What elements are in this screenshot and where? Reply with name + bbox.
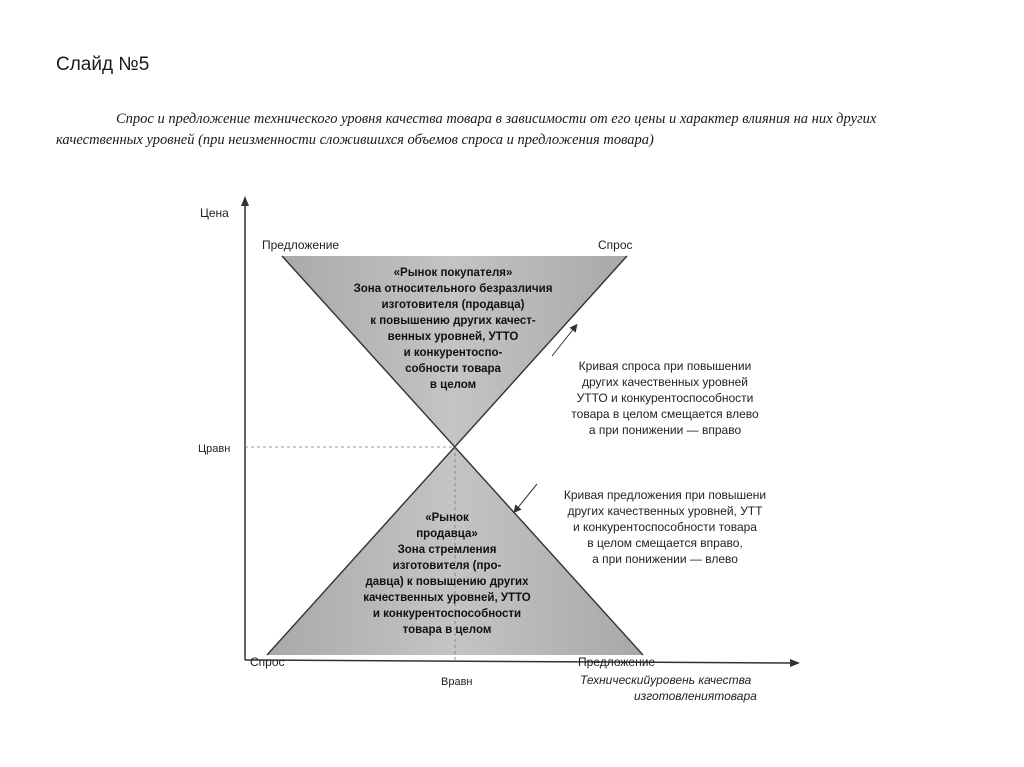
svg-text:и конкурентоспо-: и конкурентоспо- bbox=[403, 347, 503, 359]
slide-title: Слайд №5 bbox=[56, 54, 150, 75]
top-left-supply-label: Предложение bbox=[262, 238, 340, 252]
svg-text:УТТО и конкурентоспособности: УТТО и конкурентоспособности bbox=[576, 391, 754, 405]
svg-text:венных уровней, УТТО: венных уровней, УТТО bbox=[387, 331, 519, 343]
bottom-left-demand-label: Спрос bbox=[250, 655, 285, 669]
svg-text:изготовителя (про-: изготовителя (про- bbox=[392, 560, 502, 572]
svg-text:других качественных уровней: других качественных уровней bbox=[581, 375, 749, 389]
svg-text:товара в целом: товара в целом bbox=[402, 624, 492, 636]
x-axis-arrow-icon bbox=[790, 659, 800, 667]
y-axis-arrow-icon bbox=[241, 196, 249, 206]
x-axis-label-line1: Техническийуровень качества bbox=[580, 673, 752, 687]
svg-text:изготовителя (продавца): изготовителя (продавца) bbox=[381, 299, 525, 311]
svg-text:к повышению других качест-: к повышению других качест- bbox=[370, 315, 536, 327]
svg-text:«Рынок покупателя»: «Рынок покупателя» bbox=[393, 267, 513, 279]
demand-shift-note bbox=[571, 359, 759, 437]
svg-text:товара в целом смещается влево: товара в целом смещается влево bbox=[571, 407, 759, 421]
x-axis-label-line2: изготовлениятовара bbox=[634, 689, 757, 703]
svg-text:а при понижении — вправо: а при понижении — вправо bbox=[588, 423, 742, 437]
supply-callout-arrow bbox=[516, 484, 537, 510]
svg-text:а при понижении — влево: а при понижении — влево bbox=[592, 552, 738, 566]
svg-text:Кривая спроса при повышении: Кривая спроса при повышении bbox=[578, 359, 752, 373]
price-eq-label: Цравн bbox=[198, 443, 231, 455]
svg-text:и конкурентоспособности товара: и конкурентоспособности товара bbox=[573, 520, 757, 534]
svg-text:продавца»: продавца» bbox=[416, 528, 478, 540]
svg-text:Зона стремления: Зона стремления bbox=[397, 544, 497, 556]
level-eq-label: Вравн bbox=[441, 676, 473, 688]
slide-subtitle: Спрос и предложение технического уровня качества товара в зависимости от его цены и характер влияния на них других качественных уровней (при неизменности сложившихся объемов спроса и предложения товара) bbox=[56, 111, 877, 148]
svg-text:других качественных уровней, У: других качественных уровней, УТТ bbox=[567, 504, 763, 518]
svg-text:качественных уровней, УТТО: качественных уровней, УТТО bbox=[363, 592, 531, 604]
x-axis bbox=[245, 660, 793, 663]
svg-text:в целом: в целом bbox=[429, 379, 477, 391]
svg-text:Кривая предложения при повышен: Кривая предложения при повышени bbox=[563, 488, 767, 502]
svg-text:и конкурентоспособности: и конкурентоспособности bbox=[372, 608, 522, 620]
svg-text:в целом смещается вправо,: в целом смещается вправо, bbox=[587, 536, 743, 550]
svg-text:давца) к повышению других: давца) к повышению других bbox=[365, 576, 529, 588]
top-right-demand-label: Спрос bbox=[598, 238, 633, 252]
svg-text:«Рынок: «Рынок bbox=[425, 512, 469, 524]
supply-shift-note bbox=[564, 488, 766, 566]
y-axis-label: Цена bbox=[200, 206, 229, 220]
bottom-right-supply-label: Предложение bbox=[578, 655, 656, 669]
svg-text:собности товара: собности товара bbox=[405, 363, 501, 375]
svg-text:Зона относительного безразличи: Зона относительного безразличия bbox=[353, 283, 553, 295]
